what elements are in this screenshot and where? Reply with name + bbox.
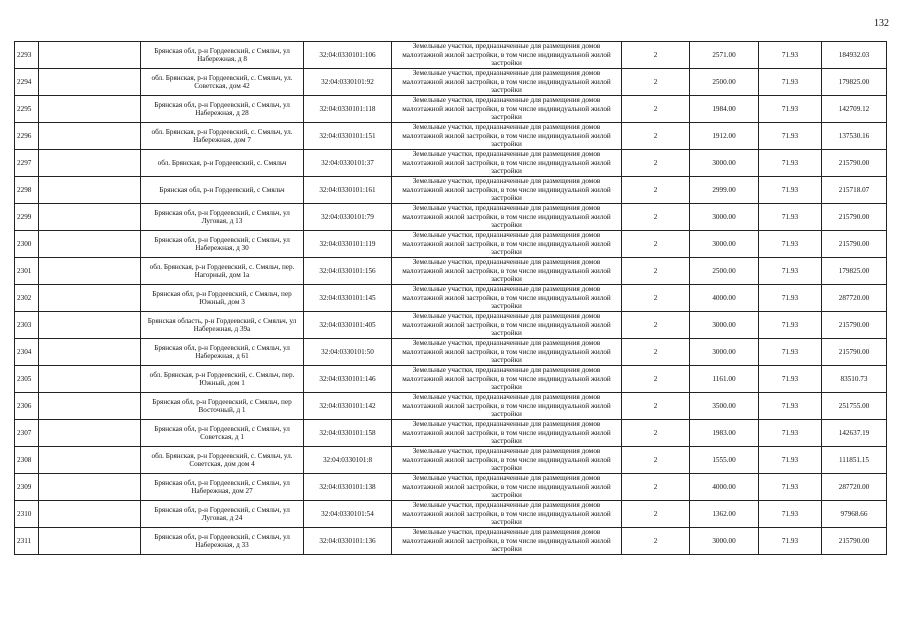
row-number: 2297 xyxy=(15,150,39,177)
land-use-cell: Земельные участки, предназначенные для размещения домов малоэтажной жилой застройки, в том числе индивидуальной жилой застройки xyxy=(392,420,622,447)
rate-cell: 71.93 xyxy=(759,474,822,501)
address-cell: Брянская обл, р-н Гордеевский, с Смяльч, пер Восточный, д 1 xyxy=(141,393,304,420)
cadastral-cost-cell: 215790.00 xyxy=(822,528,887,555)
empty-cell xyxy=(39,123,141,150)
land-use-cell: Земельные участки, предназначенные для размещения домов малоэтажной жилой застройки, в том числе индивидуальной жилой застройки xyxy=(392,69,622,96)
cadastral-number-cell: 32:04:0330101:37 xyxy=(304,150,392,177)
table-row xyxy=(15,501,887,528)
land-plots-table xyxy=(14,41,887,555)
empty-cell xyxy=(39,393,141,420)
category-cell: 2 xyxy=(622,420,690,447)
empty-cell xyxy=(39,150,141,177)
cadastral-cost-cell: 287720.00 xyxy=(822,474,887,501)
address-cell: Брянская обл, р-н Гордеевский, с Смяльч, ул Набережная, д 61 xyxy=(141,339,304,366)
area-cell: 2571.00 xyxy=(690,42,759,69)
category-cell: 2 xyxy=(622,231,690,258)
table-row xyxy=(15,312,887,339)
area-cell: 3000.00 xyxy=(690,339,759,366)
row-number: 2293 xyxy=(15,42,39,69)
empty-cell xyxy=(39,312,141,339)
address-cell: обл. Брянская, р-н Гордеевский, с. Смяльч, ул. Набережная, дом 7 xyxy=(141,123,304,150)
cadastral-number-cell: 32:04:0330101:119 xyxy=(304,231,392,258)
table-row xyxy=(15,69,887,96)
address-cell: Брянская обл, р-н Гордеевский, с Смяльч, ул Луговая, д 13 xyxy=(141,204,304,231)
empty-cell xyxy=(39,42,141,69)
category-cell: 2 xyxy=(622,258,690,285)
category-cell: 2 xyxy=(622,204,690,231)
address-cell: обл. Брянская, р-н Гордеевский, с. Смяльч, ул. Советская, дом дом 4 xyxy=(141,447,304,474)
area-cell: 4000.00 xyxy=(690,474,759,501)
land-use-cell: Земельные участки, предназначенные для размещения домов малоэтажной жилой застройки, в том числе индивидуальной жилой застройки xyxy=(392,258,622,285)
rate-cell: 71.93 xyxy=(759,69,822,96)
rate-cell: 71.93 xyxy=(759,150,822,177)
row-number: 2300 xyxy=(15,231,39,258)
cadastral-cost-cell: 97968.66 xyxy=(822,501,887,528)
address-cell: обл. Брянская, р-н Гордеевский, с. Смяльч, пер. Южный, дом 1 xyxy=(141,366,304,393)
cadastral-cost-cell: 142709.12 xyxy=(822,96,887,123)
cadastral-number-cell: 32:04:0330101:151 xyxy=(304,123,392,150)
page-number: 132 xyxy=(874,18,889,29)
empty-cell xyxy=(39,474,141,501)
row-number: 2310 xyxy=(15,501,39,528)
rate-cell: 71.93 xyxy=(759,447,822,474)
category-cell: 2 xyxy=(622,69,690,96)
area-cell: 2999.00 xyxy=(690,177,759,204)
cadastral-number-cell: 32:04:0330101:142 xyxy=(304,393,392,420)
cadastral-cost-cell: 215718.07 xyxy=(822,177,887,204)
rate-cell: 71.93 xyxy=(759,285,822,312)
table-row xyxy=(15,204,887,231)
row-number: 2294 xyxy=(15,69,39,96)
table-row xyxy=(15,177,887,204)
category-cell: 2 xyxy=(622,339,690,366)
row-number: 2304 xyxy=(15,339,39,366)
cadastral-cost-cell: 215790.00 xyxy=(822,204,887,231)
table-row xyxy=(15,231,887,258)
cadastral-cost-cell: 215790.00 xyxy=(822,339,887,366)
cadastral-number-cell: 32:04:0330101:50 xyxy=(304,339,392,366)
row-number: 2301 xyxy=(15,258,39,285)
cadastral-number-cell: 32:04:0330101:92 xyxy=(304,69,392,96)
address-cell: Брянская обл, р-н Гордеевский, с Смяльч, пер Южный, дом 3 xyxy=(141,285,304,312)
table-row xyxy=(15,447,887,474)
area-cell: 3000.00 xyxy=(690,231,759,258)
cadastral-cost-cell: 179825.00 xyxy=(822,258,887,285)
empty-cell xyxy=(39,231,141,258)
cadastral-cost-cell: 142637.19 xyxy=(822,420,887,447)
address-cell: обл. Брянская, р-н Гордеевский, с. Смяльч, пер. Нагорный, дом 1а xyxy=(141,258,304,285)
land-use-cell: Земельные участки, предназначенные для размещения домов малоэтажной жилой застройки, в том числе индивидуальной жилой застройки xyxy=(392,150,622,177)
land-use-cell: Земельные участки, предназначенные для размещения домов малоэтажной жилой застройки, в том числе индивидуальной жилой застройки xyxy=(392,96,622,123)
rate-cell: 71.93 xyxy=(759,204,822,231)
cadastral-number-cell: 32:04:0330101:79 xyxy=(304,204,392,231)
area-cell: 3000.00 xyxy=(690,150,759,177)
rate-cell: 71.93 xyxy=(759,420,822,447)
category-cell: 2 xyxy=(622,177,690,204)
rate-cell: 71.93 xyxy=(759,258,822,285)
address-cell: Брянская обл, р-н Гордеевский, с Смяльч xyxy=(141,177,304,204)
land-use-cell: Земельные участки, предназначенные для размещения домов малоэтажной жилой застройки, в том числе индивидуальной жилой застройки xyxy=(392,177,622,204)
row-number: 2298 xyxy=(15,177,39,204)
row-number: 2299 xyxy=(15,204,39,231)
area-cell: 1555.00 xyxy=(690,447,759,474)
category-cell: 2 xyxy=(622,285,690,312)
empty-cell xyxy=(39,69,141,96)
land-use-cell: Земельные участки, предназначенные для размещения домов малоэтажной жилой застройки, в том числе индивидуальной жилой застройки xyxy=(392,393,622,420)
land-use-cell: Земельные участки, предназначенные для размещения домов малоэтажной жилой застройки, в том числе индивидуальной жилой застройки xyxy=(392,231,622,258)
cadastral-cost-cell: 215790.00 xyxy=(822,231,887,258)
empty-cell xyxy=(39,447,141,474)
cadastral-cost-cell: 184932.03 xyxy=(822,42,887,69)
cadastral-number-cell: 32:04:0330101:106 xyxy=(304,42,392,69)
address-cell: Брянская обл, р-н Гордеевский, с Смяльч, ул Советская, д 1 xyxy=(141,420,304,447)
table-row xyxy=(15,366,887,393)
row-number: 2295 xyxy=(15,96,39,123)
land-use-cell: Земельные участки, предназначенные для размещения домов малоэтажной жилой застройки, в том числе индивидуальной жилой застройки xyxy=(392,123,622,150)
area-cell: 4000.00 xyxy=(690,285,759,312)
address-cell: Брянская обл, р-н Гордеевский, с Смяльч, ул Набережная, д 33 xyxy=(141,528,304,555)
table-row xyxy=(15,393,887,420)
rate-cell: 71.93 xyxy=(759,231,822,258)
area-cell: 3000.00 xyxy=(690,312,759,339)
row-number: 2307 xyxy=(15,420,39,447)
empty-cell xyxy=(39,501,141,528)
category-cell: 2 xyxy=(622,96,690,123)
table-row xyxy=(15,420,887,447)
area-cell: 2500.00 xyxy=(690,258,759,285)
cadastral-number-cell: 32:04:0330101:161 xyxy=(304,177,392,204)
cadastral-number-cell: 32:04:0330101:138 xyxy=(304,474,392,501)
row-number: 2306 xyxy=(15,393,39,420)
rate-cell: 71.93 xyxy=(759,366,822,393)
category-cell: 2 xyxy=(622,501,690,528)
cadastral-number-cell: 32:04:0330101:145 xyxy=(304,285,392,312)
category-cell: 2 xyxy=(622,447,690,474)
area-cell: 1362.00 xyxy=(690,501,759,528)
table-row xyxy=(15,42,887,69)
rate-cell: 71.93 xyxy=(759,339,822,366)
table-row xyxy=(15,96,887,123)
cadastral-number-cell: 32:04:0330101:8 xyxy=(304,447,392,474)
category-cell: 2 xyxy=(622,42,690,69)
address-cell: Брянская обл, р-н Гордеевский, с Смяльч, ул Набережная, д 8 xyxy=(141,42,304,69)
table-row xyxy=(15,123,887,150)
address-cell: обл. Брянская, р-н Гордеевский, с. Смяльч xyxy=(141,150,304,177)
address-cell: Брянская обл, р-н Гордеевский, с Смяльч, ул Набережная, д 30 xyxy=(141,231,304,258)
category-cell: 2 xyxy=(622,474,690,501)
row-number: 2308 xyxy=(15,447,39,474)
row-number: 2296 xyxy=(15,123,39,150)
address-cell: Брянская обл, р-н Гордеевский, с Смяльч, ул Набережная, д 28 xyxy=(141,96,304,123)
area-cell: 3000.00 xyxy=(690,528,759,555)
address-cell: Брянская обл, р-н Гордеевский, с Смяльч, ул Луговая, д 24 xyxy=(141,501,304,528)
category-cell: 2 xyxy=(622,528,690,555)
cadastral-number-cell: 32:04:0330101:158 xyxy=(304,420,392,447)
rate-cell: 71.93 xyxy=(759,528,822,555)
category-cell: 2 xyxy=(622,393,690,420)
land-use-cell: Земельные участки, предназначенные для размещения домов малоэтажной жилой застройки, в том числе индивидуальной жилой застройки xyxy=(392,42,622,69)
area-cell: 1983.00 xyxy=(690,420,759,447)
cadastral-cost-cell: 215790.00 xyxy=(822,312,887,339)
empty-cell xyxy=(39,177,141,204)
cadastral-cost-cell: 287720.00 xyxy=(822,285,887,312)
land-use-cell: Земельные участки, предназначенные для размещения домов малоэтажной жилой застройки, в том числе индивидуальной жилой застройки xyxy=(392,447,622,474)
row-number: 2309 xyxy=(15,474,39,501)
rate-cell: 71.93 xyxy=(759,123,822,150)
land-use-cell: Земельные участки, предназначенные для размещения домов малоэтажной жилой застройки, в том числе индивидуальной жилой застройки xyxy=(392,339,622,366)
empty-cell xyxy=(39,285,141,312)
land-use-cell: Земельные участки, предназначенные для размещения домов малоэтажной жилой застройки, в том числе индивидуальной жилой застройки xyxy=(392,474,622,501)
empty-cell xyxy=(39,339,141,366)
land-use-cell: Земельные участки, предназначенные для размещения домов малоэтажной жилой застройки, в том числе индивидуальной жилой застройки xyxy=(392,312,622,339)
land-use-cell: Земельные участки, предназначенные для размещения домов малоэтажной жилой застройки, в том числе индивидуальной жилой застройки xyxy=(392,366,622,393)
table-row xyxy=(15,474,887,501)
cadastral-cost-cell: 137530.16 xyxy=(822,123,887,150)
land-use-cell: Земельные участки, предназначенные для размещения домов малоэтажной жилой застройки, в том числе индивидуальной жилой застройки xyxy=(392,528,622,555)
rate-cell: 71.93 xyxy=(759,177,822,204)
address-cell: Брянская область, р-н Гордеевский, с Смяльч, ул Набережная, д 39а xyxy=(141,312,304,339)
category-cell: 2 xyxy=(622,312,690,339)
cadastral-cost-cell: 83510.73 xyxy=(822,366,887,393)
cadastral-number-cell: 32:04:0330101:156 xyxy=(304,258,392,285)
empty-cell xyxy=(39,420,141,447)
table-body xyxy=(15,42,887,555)
category-cell: 2 xyxy=(622,123,690,150)
area-cell: 1161.00 xyxy=(690,366,759,393)
cadastral-number-cell: 32:04:0330101:405 xyxy=(304,312,392,339)
table-row xyxy=(15,258,887,285)
table-row xyxy=(15,150,887,177)
cadastral-cost-cell: 111851.15 xyxy=(822,447,887,474)
rate-cell: 71.93 xyxy=(759,42,822,69)
row-number: 2302 xyxy=(15,285,39,312)
area-cell: 1984.00 xyxy=(690,96,759,123)
row-number: 2303 xyxy=(15,312,39,339)
land-use-cell: Земельные участки, предназначенные для размещения домов малоэтажной жилой застройки, в том числе индивидуальной жилой застройки xyxy=(392,285,622,312)
rate-cell: 71.93 xyxy=(759,96,822,123)
land-use-cell: Земельные участки, предназначенные для размещения домов малоэтажной жилой застройки, в том числе индивидуальной жилой застройки xyxy=(392,501,622,528)
row-number: 2305 xyxy=(15,366,39,393)
row-number: 2311 xyxy=(15,528,39,555)
table-row xyxy=(15,339,887,366)
cadastral-cost-cell: 215790.00 xyxy=(822,150,887,177)
empty-cell xyxy=(39,96,141,123)
land-use-cell: Земельные участки, предназначенные для размещения домов малоэтажной жилой застройки, в том числе индивидуальной жилой застройки xyxy=(392,204,622,231)
category-cell: 2 xyxy=(622,150,690,177)
rate-cell: 71.93 xyxy=(759,501,822,528)
cadastral-number-cell: 32:04:0330101:146 xyxy=(304,366,392,393)
area-cell: 2500.00 xyxy=(690,69,759,96)
cadastral-cost-cell: 179825.00 xyxy=(822,69,887,96)
area-cell: 3000.00 xyxy=(690,204,759,231)
area-cell: 1912.00 xyxy=(690,123,759,150)
empty-cell xyxy=(39,204,141,231)
address-cell: обл. Брянская, р-н Гордеевский, с. Смяльч, ул. Советская, дом 42 xyxy=(141,69,304,96)
category-cell: 2 xyxy=(622,366,690,393)
table-row xyxy=(15,285,887,312)
cadastral-number-cell: 32:04:0330101:54 xyxy=(304,501,392,528)
table-row xyxy=(15,528,887,555)
rate-cell: 71.93 xyxy=(759,312,822,339)
area-cell: 3500.00 xyxy=(690,393,759,420)
empty-cell xyxy=(39,528,141,555)
cadastral-cost-cell: 251755.00 xyxy=(822,393,887,420)
cadastral-number-cell: 32:04:0330101:136 xyxy=(304,528,392,555)
cadastral-number-cell: 32:04:0330101:118 xyxy=(304,96,392,123)
empty-cell xyxy=(39,366,141,393)
empty-cell xyxy=(39,258,141,285)
address-cell: Брянская обл, р-н Гордеевский, с Смяльч, ул Набережная, дом 27 xyxy=(141,474,304,501)
rate-cell: 71.93 xyxy=(759,393,822,420)
